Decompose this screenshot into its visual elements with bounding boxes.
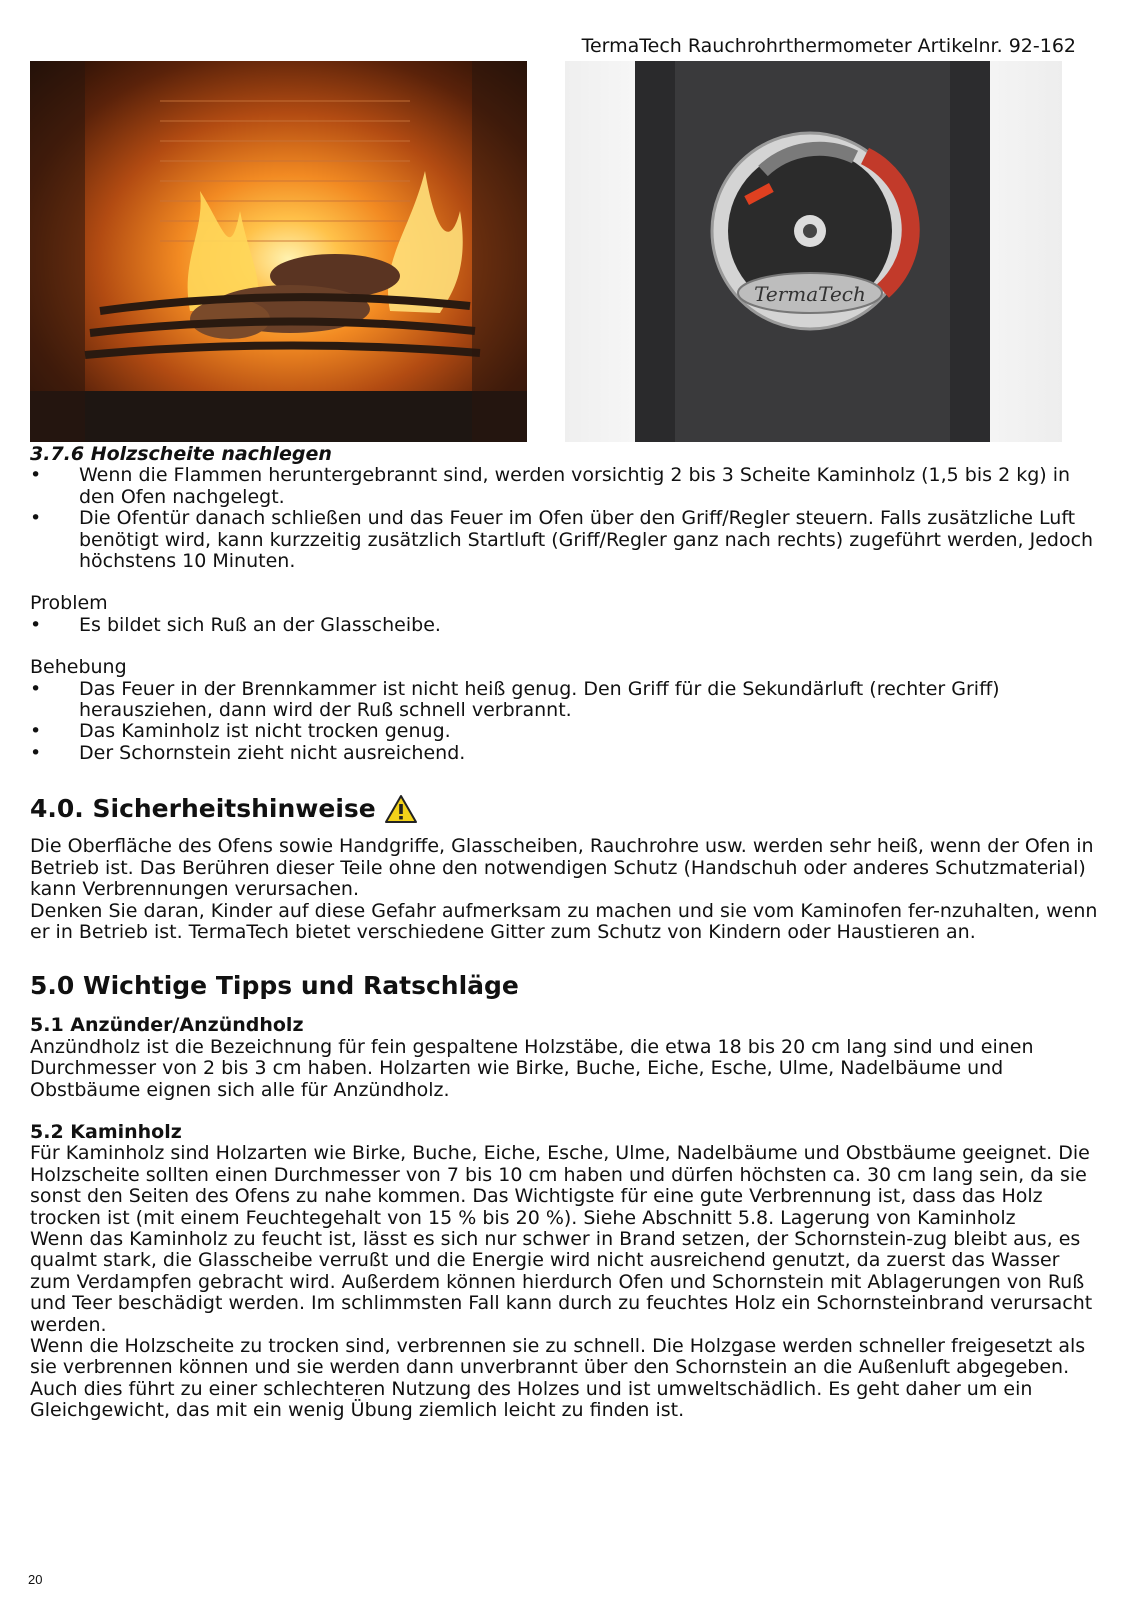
section-51-text: Anzündholz ist die Bezeichnung für fein gespaltene Holzstäbe, die etwa 18 bis 20 cm lang sind und einen Durchmesser von 2 bis 3 cm haben. Holzarten wie Birke, Buche, Eiche, Esche, Ulme, Nadelbäume und Obstbäume eignen sich alle für Anzündholz. <box>30 1035 1034 1101</box>
section-52-paragraph: Wenn das Kaminholz zu feucht ist, lässt es sich nur schwer in Brand setzen, der Schornstein-zug bleibt aus, es qualmt stark, die Glasscheibe verrußt und die Energie wird nicht ausreichend genutzt, da zuerst das Wasser zum Verdampfen gebracht wird. Außerdem können hierdurch Ofen und Schornstein mit Ablagerungen von Ruß und Teer beschädigt werden. Im schlimmsten Fall kann durch zu feuchtes Holz ein Schornsteinbrand verursacht werden. <box>30 1227 1093 1336</box>
page-header: TermaTech Rauchrohrthermometer Artikelnr. 92-162 <box>581 35 1076 57</box>
section-376-heading: 3.7.6 Holzscheite nachlegen <box>30 443 332 465</box>
list-item: • Die Ofentür danach schließen und das Feuer im Ofen über den Griff/Regler steuern. Falls zusätzliche Luft benötigt wird, kann kurzzeitig zusätzlich Startluft (Griff/Regler ganz nach rechts) zugeführt werden, Jedoch höchstens 10 Minuten. <box>30 508 1100 572</box>
thermometer-brand-label: TermaTech <box>754 282 866 306</box>
list-item: • Das Kaminholz ist nicht trocken genug. <box>30 721 1100 742</box>
thermometer-photo <box>565 61 1062 442</box>
page-content <box>30 444 1100 1422</box>
section-52-paragraph: Wenn die Holzscheite zu trocken sind, verbrennen sie zu schnell. Die Holzgase werden schneller freigesetzt als sie verbrennen können und sie werden dann unverbrannt über den Schornstein an die Außenluft abgegeben. Auch dies führt zu einer schlechteren Nutzung des Holzes und ist umweltschädlich. Es geht daher um ein Gleichgewicht, das mit ein wenig Übung ziemlich leicht zu finden ist. <box>30 1335 1086 1422</box>
list-item: • Das Feuer in der Brennkammer ist nicht heiß genug. Den Griff für die Sekundärluft (rechter Griff) herausziehen, dann wird der Ruß schnell verbrannt. <box>30 679 1100 722</box>
problem-label: Problem <box>30 592 108 615</box>
problem-list <box>30 615 1100 636</box>
section-376-list <box>30 465 1100 572</box>
section-50-heading: 5.0 Wichtige Tipps und Ratschläge <box>30 971 519 1001</box>
list-item: • Der Schornstein zieht nicht ausreichend. <box>30 743 1100 764</box>
warning-triangle-icon <box>384 794 418 824</box>
fix-label: Behebung <box>30 656 127 679</box>
page-number: 20 <box>28 1572 43 1587</box>
fix-list <box>30 679 1100 765</box>
section-40-heading <box>30 794 1100 824</box>
section-52-heading: 5.2 Kaminholz <box>30 1120 182 1143</box>
section-40-paragraph: Die Oberfläche des Ofens sowie Handgriffe, Glasscheiben, Rauchrohre usw. werden sehr heiß, wenn der Ofen in Betrieb ist. Das Berühren dieser Teile ohne den notwendigen Schutz (Handschuh oder anderes Schutzmaterial) kann Verbrennungen verursachen. <box>30 835 1094 901</box>
list-item: • Es bildet sich Ruß an der Glasscheibe. <box>30 615 1100 636</box>
thermometer-illustration <box>565 61 1062 442</box>
fire-illustration <box>30 61 527 442</box>
section-51-heading: 5.1 Anzünder/Anzündholz <box>30 1014 304 1037</box>
fireplace-photo <box>30 61 527 442</box>
section-40-paragraph: Denken Sie daran, Kinder auf diese Gefahr aufmerksam zu machen und sie vom Kaminofen fer-nzuhalten, wenn er in Betrieb ist. TermaTech bietet verschiedene Gitter zum Schutz von Kindern oder Haustieren an. <box>30 899 1098 943</box>
list-item: • Wenn die Flammen heruntergebrannt sind, werden vorsichtig 2 bis 3 Scheite Kaminholz (1,5 bis 2 kg) in den Ofen nachgelegt. <box>30 465 1100 508</box>
section-40-title: 4.0. Sicherheitshinweise <box>30 794 376 824</box>
section-52-paragraph: Für Kaminholz sind Holzarten wie Birke, Buche, Eiche, Esche, Ulme, Nadelbäume und Obstbäume geeignet. Die Holzscheite sollten einen Durchmesser von 7 bis 10 cm haben und dürfen höchsten ca. 30 cm lang sein, da sie sonst den Seiten des Ofens zu nahe kommen. Das Wichtigste für eine gute Verbrennung ist, dass das Holz trocken ist (mit einem Feuchtegehalt von 15 % bis 20 %). Siehe Abschnitt 5.8. Lagerung von Kaminholz <box>30 1142 1090 1229</box>
